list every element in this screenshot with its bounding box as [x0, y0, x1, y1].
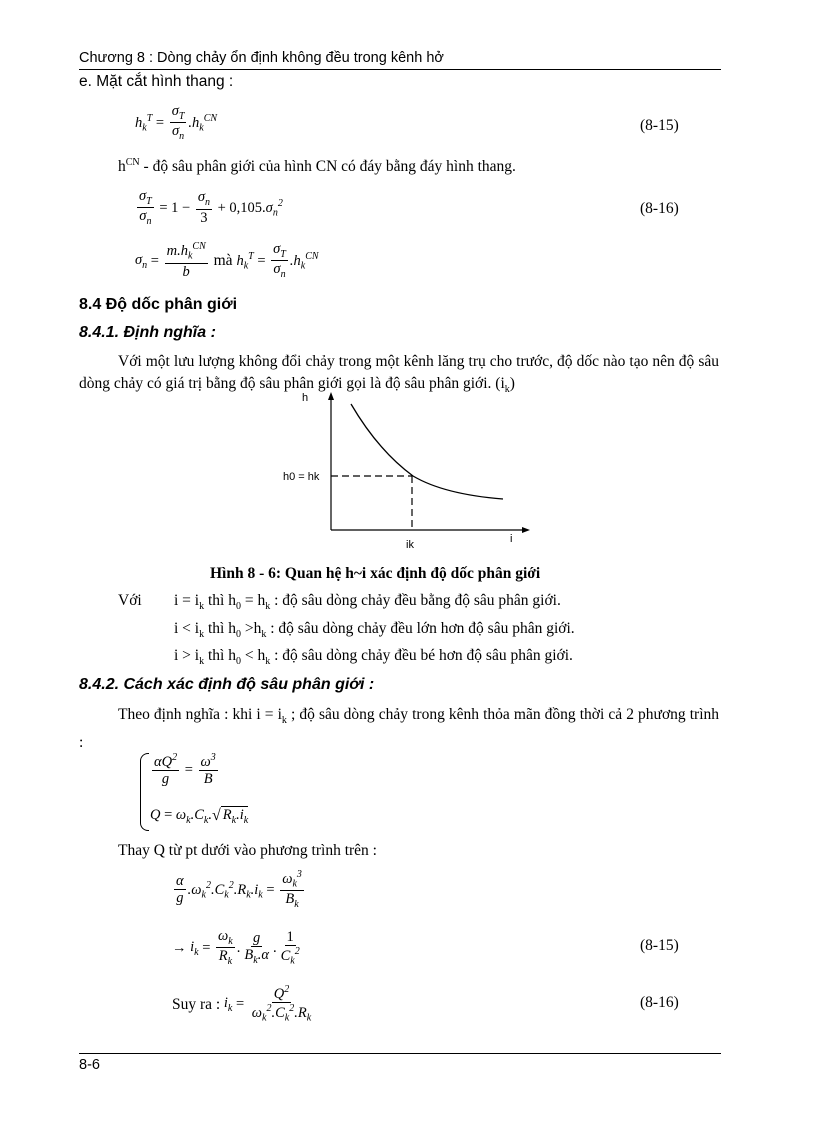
equation-ik-result: Suy ra : $i_k$ = $\frac{Q^2}{\omega_k^2.C_k^2.R_k}$ — [172, 984, 312, 1024]
equation-number-8-16-b: (8-16) — [640, 994, 679, 1011]
condition-3: $i > i_k$ thì $h_0 < h_k$ : độ sâu dòng chảy đều bé hơn độ sâu phân giới. — [174, 647, 573, 668]
equation-number-8-15-a: (8-15) — [640, 117, 679, 134]
section-8-4-title: 8.4 Độ dốc phân giới — [79, 296, 238, 313]
i-marker-label: ik — [406, 539, 414, 551]
definition-paragraph: Với một lưu lượng không đổi chảy trong một kênh lăng trụ cho trước, độ dốc nào tạo nên độ sâu dòng chảy có giá trị bằng độ sâu phân giới gọi là độ sâu phân giới. $(i_k)$ — [79, 353, 719, 396]
page-number: 8-6 — [79, 1057, 100, 1073]
substitute-text: Thay Q từ pt dưới vào phương trình trên : — [118, 842, 377, 859]
y-axis-arrow — [328, 392, 334, 400]
condition-2: $i < i_k$ thì $h_0 >h_k$ : độ sâu dòng chảy đều lớn hơn độ sâu phân giới. — [174, 620, 575, 641]
condition-1: $i = i_k$ thì $h_0 = h_k$ : độ sâu dòng chảy đều bằng độ sâu phân giới. — [174, 592, 561, 613]
hcn-description: $h^{CN}$ - độ sâu phân giới của hình CN có đáy bằng đáy hình thang. — [118, 157, 516, 176]
axis-y-label: h — [302, 392, 309, 404]
header-rule — [79, 69, 721, 70]
h-i-curve — [351, 404, 503, 499]
equation-system-line-1: $\frac{\alpha Q^2}{g}$ = $\frac{\omega^3}{B}$ — [154, 752, 216, 788]
equation-number-8-16-a: (8-16) — [640, 200, 679, 217]
equation-sigma-n: $\sigma_n$ = $\frac{m.h_k^{CN}}{b}$ mà $h_k^T$ = $\frac{\sigma_T}{\sigma_n}$ $.h_k^{CN}$ — [135, 241, 319, 281]
equation-ik-form-1: → $i_k$ = $\frac{\omega_k}{R_k}$ . $\frac{g}{B_k.\alpha}$ . $\frac{1}{C_k^2}$ — [172, 928, 300, 968]
equation-hkt: $h_k^T$ = $\frac{\sigma_T}{\sigma_n}$ $.h_k^{CN}$ — [135, 103, 218, 143]
method-intro-paragraph: Theo định nghĩa : khi $i = i_k$ ; độ sâu dòng chảy trong kênh thỏa mãn đồng thời cả 2 phương trình : — [79, 706, 720, 752]
equation-system-line-2: Q = $\omega_k.C_k$. √ $R_k.i_k$ — [150, 806, 249, 826]
chapter-header: Chương 8 : Dòng chảy ổn định không đều trong kênh hở — [79, 50, 444, 66]
critical-slope-figure — [270, 390, 530, 560]
system-brace — [140, 753, 149, 831]
section-8-4-2-title: 8.4.2. Cách xác định độ sâu phân giới : — [79, 676, 375, 693]
equation-number-8-15-b: (8-15) — [640, 937, 679, 954]
equation-sigma-ratio: $\frac{\sigma_T}{\sigma_n}$ = 1 − $\frac{\sigma_n}{3}$ + 0,105. $\sigma_n^2$ — [139, 188, 283, 228]
section-8-4-1-title: 8.4.1. Định nghĩa : — [79, 324, 216, 341]
section-e-title: e. Mặt cắt hình thang : — [79, 73, 234, 90]
axis-x-label: i — [510, 533, 513, 545]
x-axis-arrow — [522, 527, 530, 533]
suy-ra-label: Suy ra : — [172, 995, 221, 1013]
conditions-intro: Với — [118, 592, 142, 609]
footer-rule — [79, 1053, 721, 1054]
equation-derivation-1: $\frac{\alpha}{g}$ $.\omega_k^2.C_k^2.R_k.i_k$ = $\frac{\omega_k^3}{B_k}$ — [176, 869, 302, 911]
figure-caption: Hình 8 - 6: Quan hệ h~i xác định độ dốc phân giới — [210, 565, 541, 582]
h-marker-label: h0 = hk — [283, 471, 320, 483]
